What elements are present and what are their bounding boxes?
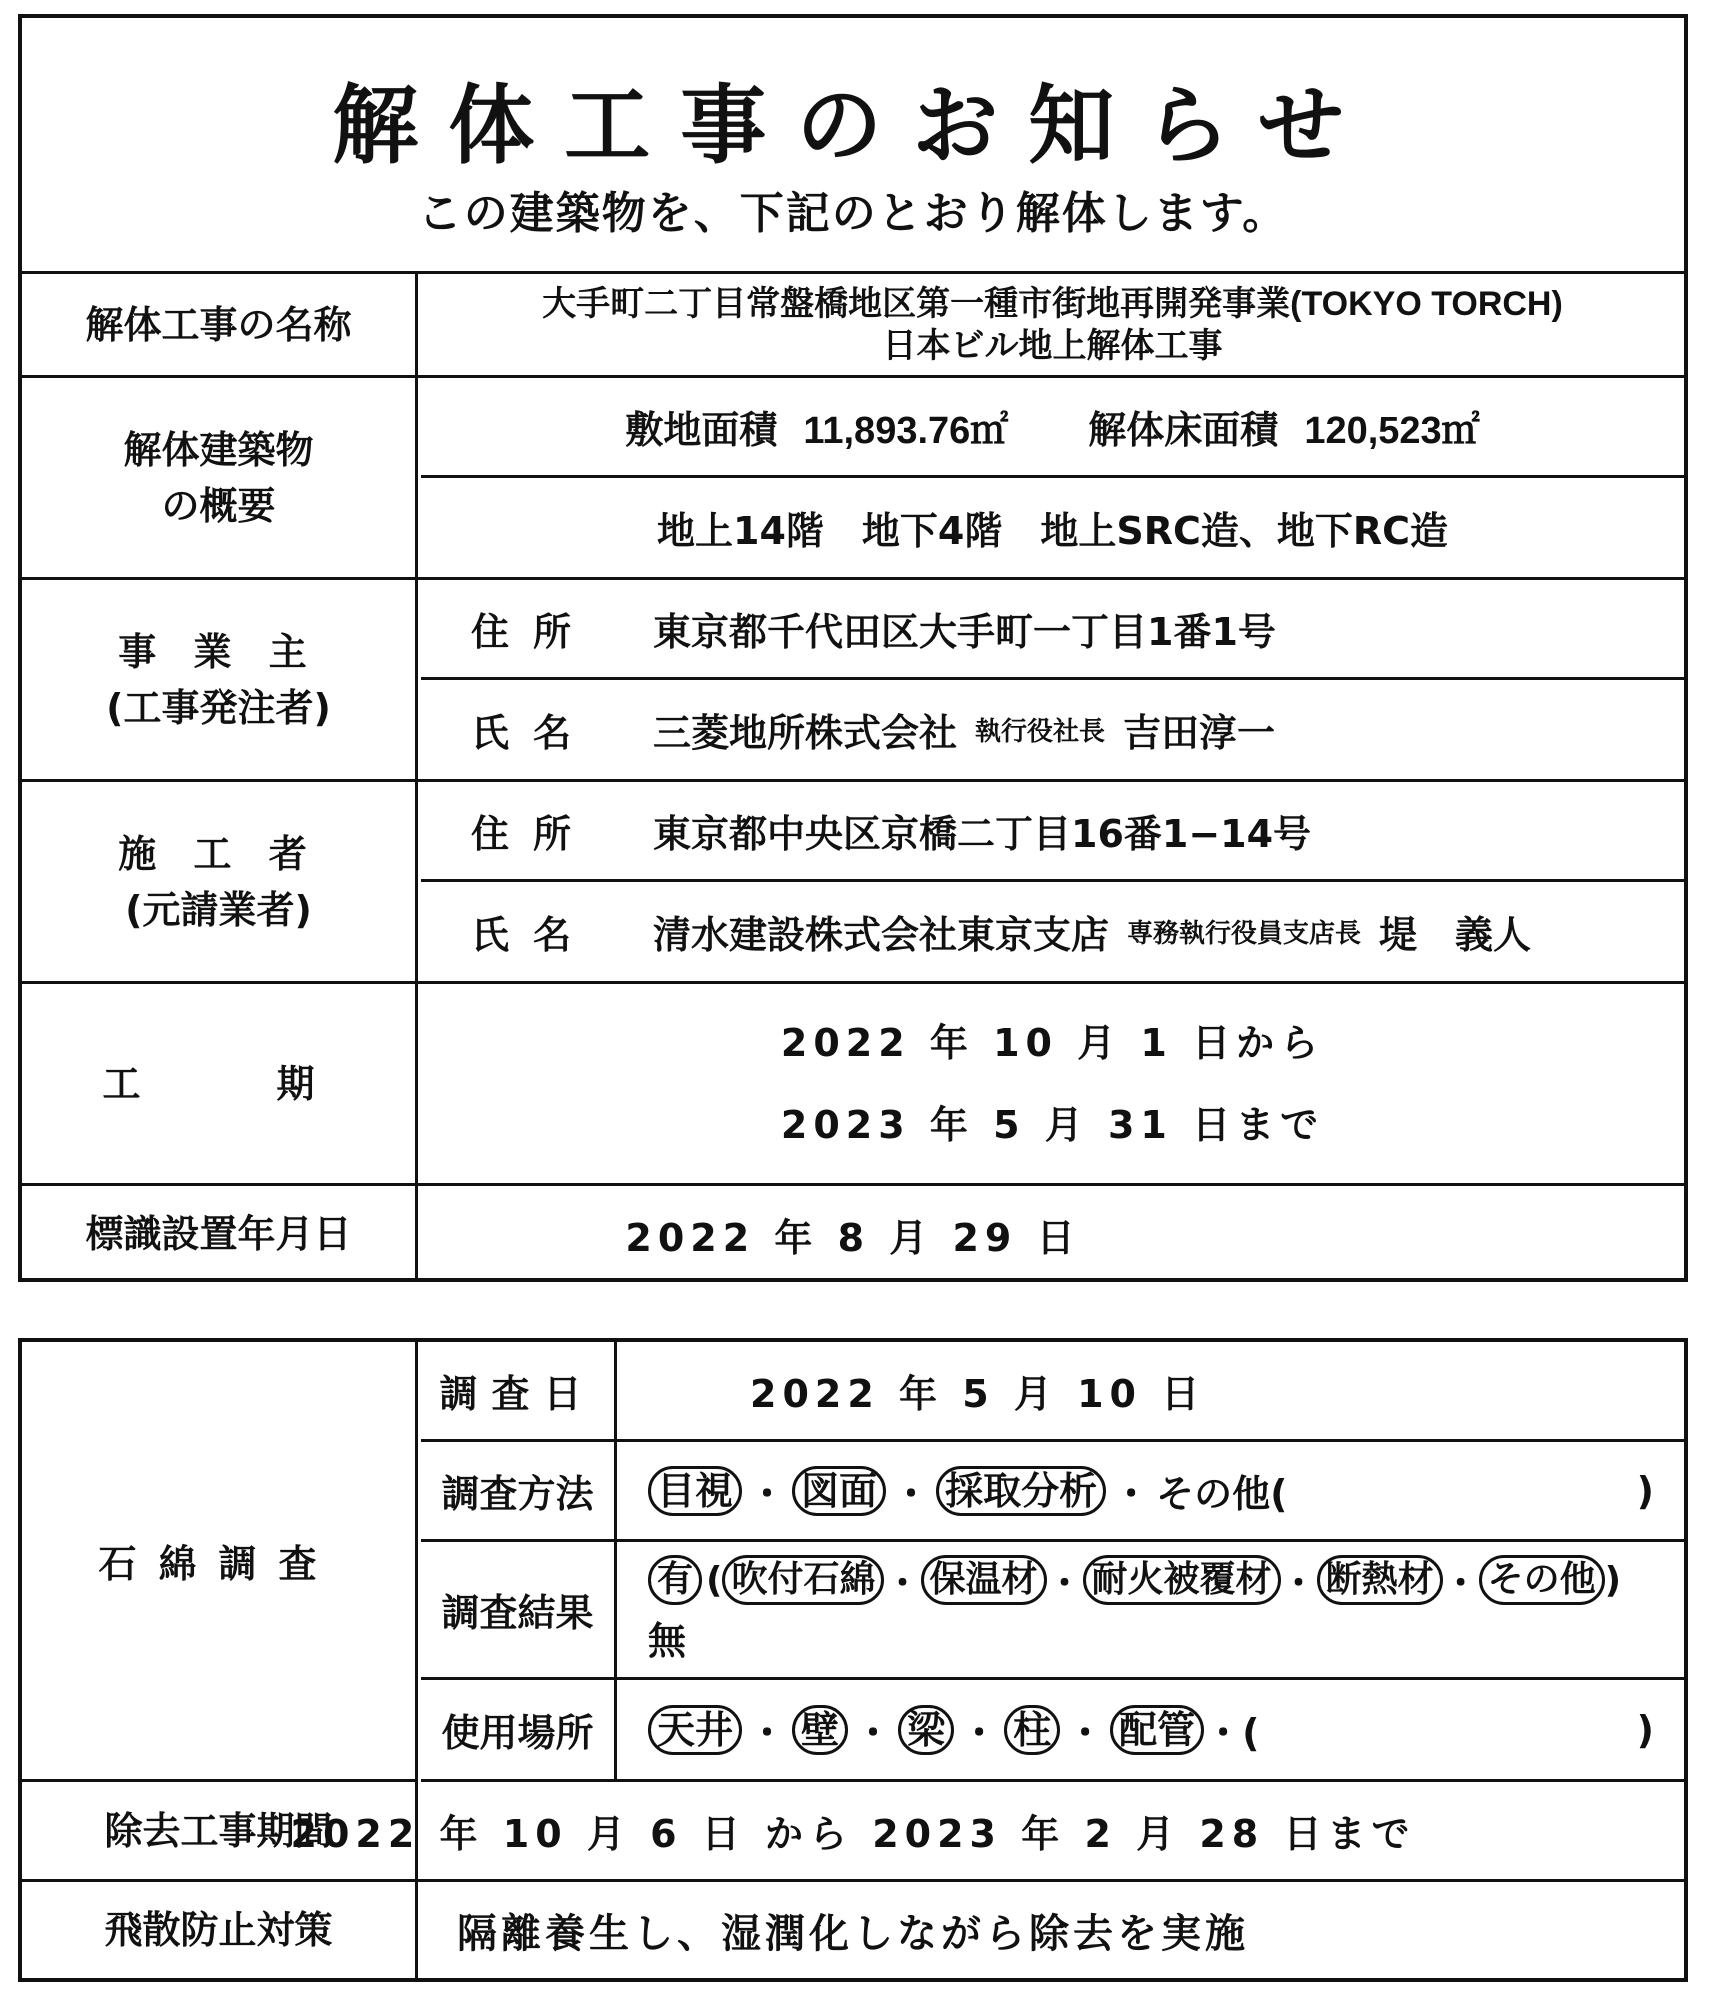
- location-close-paren: ): [1636, 1707, 1654, 1752]
- removal-period-value: 2022 年 10 月 6 日 から 2023 年 2 月 28 日まで: [290, 1812, 1416, 1856]
- structure-line: 地上14階 地下4階 地上SRC造、地下RC造: [657, 509, 1448, 553]
- method-drawing: 図面: [792, 1466, 886, 1516]
- prevention-row: [22, 1882, 1684, 1978]
- sign-date-row: [22, 1186, 1684, 1282]
- owner-address-line: [421, 580, 1684, 680]
- site-area-value: 11,893.76㎡: [803, 410, 1009, 452]
- project-name-label: 解体工事の名称: [22, 274, 418, 375]
- project-name-row: [22, 274, 1684, 378]
- project-name-line2: 日本ビル地上解体工事: [882, 325, 1223, 366]
- result-present: 有: [648, 1555, 702, 1605]
- contractor-company: 清水建設株式会社東京支店: [653, 913, 1110, 957]
- owner-name-line: [421, 680, 1684, 779]
- usage-location-row: [421, 1680, 1684, 1782]
- demolition-notice-board: [18, 14, 1688, 1282]
- project-name-line1: 大手町二丁目常盤橋地区第一種市街地再開発事業(TOKYO TORCH): [542, 284, 1563, 323]
- removal-period-row: [22, 1782, 1684, 1882]
- result-fireproof: 耐火被覆材: [1083, 1555, 1281, 1605]
- building-overview-label-line2: の概要: [161, 483, 276, 528]
- survey-date-key: 調査日: [421, 1342, 617, 1439]
- contractor-address-key: 住所: [471, 812, 596, 856]
- contractor-person: 堤 義人: [1379, 913, 1532, 957]
- asbestos-label: 石綿調査: [22, 1342, 418, 1782]
- removal-period-label: 除去工事期間: [22, 1782, 418, 1879]
- result-insulation: 断熱材: [1317, 1555, 1443, 1605]
- floor-area-value: 120,523㎡: [1304, 410, 1480, 452]
- contractor-row: [22, 782, 1684, 984]
- contractor-title: 専務執行役員支店長: [1127, 919, 1362, 949]
- building-overview-label: [22, 378, 418, 577]
- method-visual: 目視: [648, 1466, 742, 1516]
- result-other: その他: [1479, 1555, 1605, 1605]
- method-other: その他(: [1156, 1472, 1288, 1516]
- prevention-label: 飛散防止対策: [22, 1882, 418, 1978]
- survey-date-row: [421, 1342, 1684, 1442]
- area-line: [421, 378, 1684, 478]
- sign-date-value: 2022 年 8 月 29 日: [625, 1215, 1081, 1260]
- sign-date-label: 標識設置年月日: [22, 1186, 418, 1282]
- result-sprayed: 吹付石綿: [722, 1555, 884, 1605]
- survey-date-value: 2022 年 5 月 10 日: [750, 1372, 1206, 1416]
- usage-location-key: 使用場所: [421, 1680, 617, 1779]
- method-close-paren: ): [1636, 1468, 1654, 1513]
- survey-method-key: 調査方法: [421, 1442, 617, 1539]
- survey-result-row: [421, 1542, 1684, 1680]
- owner-label-line1: 事 業 主: [118, 629, 319, 674]
- location-other: ・(: [1204, 1711, 1260, 1755]
- contractor-address-line: [421, 782, 1684, 882]
- site-area-label: 敷地面積: [625, 408, 778, 452]
- contractor-label: [22, 782, 418, 981]
- method-sampling: 採取分析: [936, 1466, 1106, 1516]
- floor-area-label: 解体床面積: [1088, 408, 1279, 452]
- result-absent: 無: [648, 1618, 687, 1663]
- location-piping: 配管: [1110, 1705, 1204, 1755]
- location-wall: 壁: [792, 1705, 848, 1755]
- notice-header: [22, 18, 1684, 274]
- location-column: 柱: [1004, 1705, 1060, 1755]
- contractor-name-line: [421, 882, 1684, 981]
- survey-method-row: [421, 1442, 1684, 1542]
- contractor-name-key: 氏名: [471, 913, 596, 957]
- contractor-address: 東京都中央区京橋二丁目16番1−14号: [653, 812, 1312, 856]
- owner-address-key: 住所: [471, 610, 596, 654]
- notice-title: 解体工事のお知らせ: [332, 76, 1374, 176]
- owner-label: [22, 580, 418, 779]
- survey-result-values: 有 ( 吹付石綿 ・ 保温材 ・ 耐火被覆材 ・ 断熱材 ・ その他 ) 無: [620, 1542, 1684, 1677]
- period-label: 工 期: [22, 984, 418, 1183]
- location-ceiling: 天井: [648, 1705, 742, 1755]
- period-from: 2022 年 10 月 1 日から: [780, 1020, 1325, 1065]
- owner-label-line2: (工事発注者): [106, 685, 331, 730]
- building-overview-label-line1: 解体建築物: [123, 427, 314, 472]
- owner-title: 執行役社長: [975, 717, 1106, 747]
- asbestos-survey-board: [18, 1338, 1688, 1982]
- location-beam: 梁: [898, 1705, 954, 1755]
- owner-address: 東京都千代田区大手町一丁目1番1号: [653, 610, 1276, 654]
- period-row: [22, 984, 1684, 1186]
- owner-person: 吉田淳一: [1123, 711, 1276, 755]
- contractor-label-line2: (元請業者): [125, 887, 312, 932]
- period-to: 2023 年 5 月 31 日まで: [780, 1102, 1325, 1147]
- owner-row: [22, 580, 1684, 782]
- result-insulation-heat: 保温材: [921, 1555, 1047, 1605]
- notice-subtitle: この建築物を、下記のとおり解体します。: [417, 188, 1289, 239]
- contractor-label-line1: 施 工 者: [118, 831, 319, 876]
- owner-company: 三菱地所株式会社: [653, 711, 958, 755]
- survey-result-key: 調査結果: [421, 1542, 617, 1677]
- usage-location-values: 天井 ・ 壁 ・ 梁 ・ 柱 ・ 配管 ・( ): [620, 1680, 1684, 1779]
- owner-name-key: 氏名: [471, 711, 596, 755]
- survey-method-values: 目視 ・ 図面 ・ 採取分析 ・ その他( ): [620, 1442, 1684, 1539]
- result-close-paren: ): [1604, 1559, 1622, 1601]
- building-overview-row: [22, 378, 1684, 580]
- prevention-value: 隔離養生し、湿潤化しながら除去を実施: [457, 1910, 1249, 1957]
